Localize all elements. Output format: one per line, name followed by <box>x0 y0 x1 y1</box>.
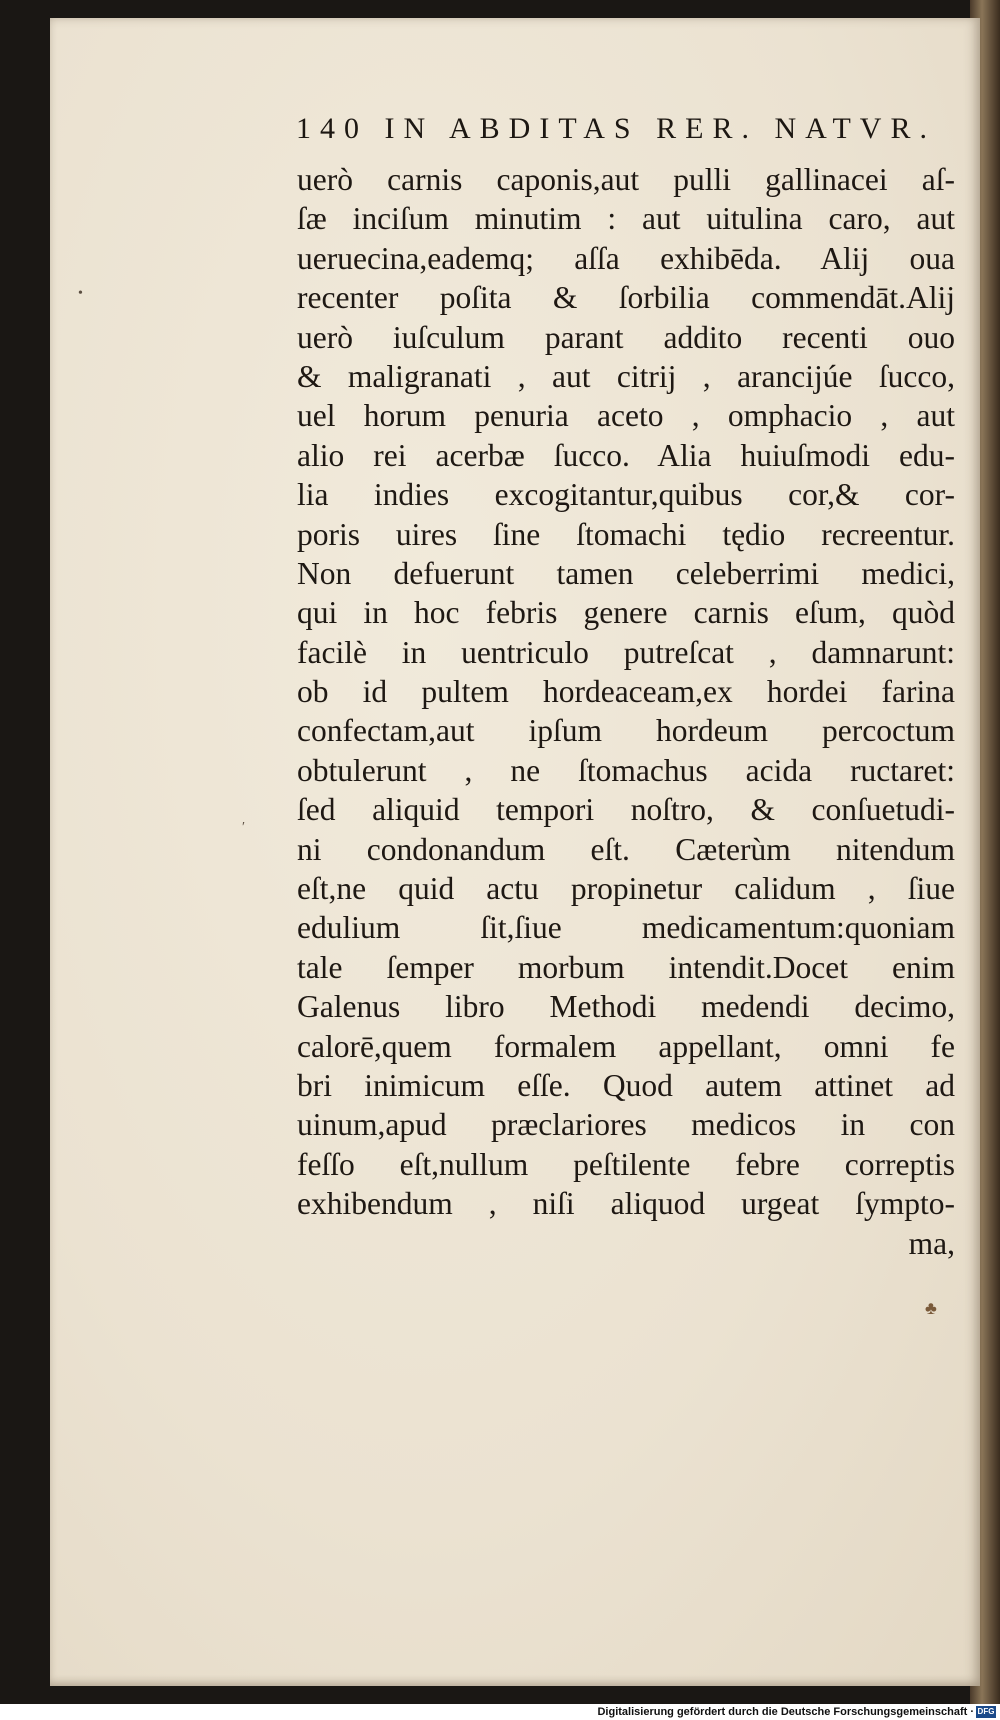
text-line: poris uires ſine ſtomachi tędio recreentur. <box>297 516 955 552</box>
footer-credit: Digitalisierung gefördert durch die Deutsche Forschungsgemeinschaft · <box>597 1706 974 1718</box>
text-line: uerò carnis caponis,aut pulli gallinacei aſ- <box>297 162 955 197</box>
dfg-logo-icon: DFG <box>977 1707 995 1716</box>
text-line: ueruecina,eademq; aſſa exhibēda. Alij oua <box>297 240 955 276</box>
text-line: feſſo eſt,nullum peſtilente febre correptis <box>297 1146 955 1182</box>
text-line: facilè in uentriculo putreſcat , damnarunt: <box>297 634 955 670</box>
printer-mark-icon: ♣ <box>925 1298 937 1318</box>
text-line: eſt,ne quid actu propinetur calidum , ſiue <box>297 871 955 907</box>
text-line: bri inimicum eſſe. Quod autem attinet ad <box>297 1067 955 1103</box>
text-line: qui in hoc febris genere carnis eſum, quòd <box>297 595 955 631</box>
paper-speck-icon: ′ <box>242 820 246 835</box>
text-line: edulium ſit,ſiue medicamentum:quoniam <box>297 910 955 946</box>
text-line: calorē,quem formalem appellant, omni fe <box>297 1028 955 1064</box>
text-line: confectam,aut ipſum hordeum percoctum <box>297 713 955 749</box>
text-line: Galenus libro Methodi medendi decimo, <box>297 989 955 1025</box>
text-line: uinum,apud præclariores medicos in con <box>297 1107 955 1143</box>
text-line: ma, <box>908 1225 955 1261</box>
text-line: ſed aliquid tempori noſtro, & conſuetudi- <box>297 792 955 828</box>
text-line: tale ſemper morbum intendit.Docet enim <box>297 949 955 985</box>
text-line: uerò iuſculum parant addito recenti ouo <box>297 319 955 355</box>
text-line: uel horum penuria aceto , omphacio , aut <box>297 398 955 434</box>
text-line: lia indies excogitantur,quibus cor,& cor- <box>297 477 955 513</box>
text-line: ob id pultem hordeaceam,ex hordei farina <box>297 674 955 710</box>
text-line: ni condonandum eſt. Cæterùm nitendum <box>297 831 955 867</box>
body-text <box>297 160 955 1263</box>
text-line: exhibendum , niſi aliquod urgeat ſympto- <box>297 1186 955 1222</box>
paper-speck-icon: • <box>78 286 83 301</box>
text-line: recenter poſita & ſorbilia commendāt.Alij <box>297 280 955 316</box>
text-line: alio rei acerbæ ſucco. Alia huiuſmodi edu- <box>297 437 955 473</box>
running-head: 140 IN ABDITAS RER. NATVR. <box>296 112 936 145</box>
text-line: obtulerunt , ne ſtomachus acida ructaret: <box>297 752 955 788</box>
text-line: & maligranati , aut citrij , arancijúe ſucco, <box>297 358 955 394</box>
text-line: ſæ inciſum minutim : aut uitulina caro, aut <box>297 201 955 237</box>
text-line: Non defuerunt tamen celeberrimi medici, <box>297 555 955 591</box>
